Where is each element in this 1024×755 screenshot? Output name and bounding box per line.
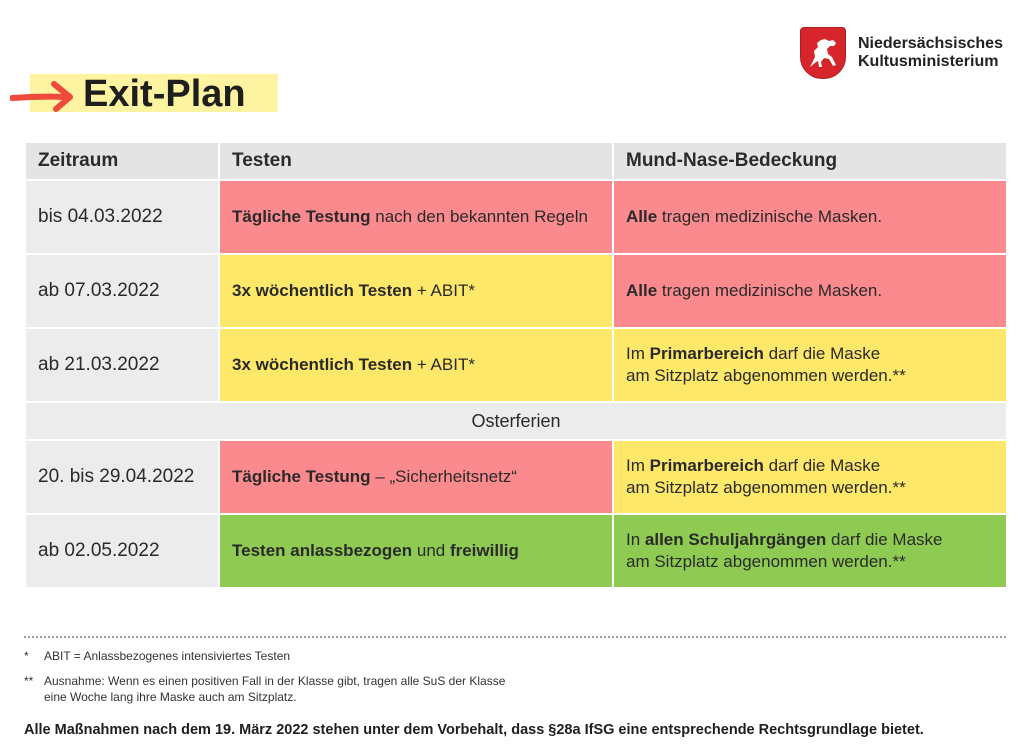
period-cell: bis 04.03.2022 [25, 180, 219, 254]
mask-line-1 [626, 529, 994, 551]
test-cell [219, 440, 613, 514]
cell-text: und [412, 541, 450, 560]
bold-text: freiwillig [449, 541, 519, 560]
test-cell [219, 514, 613, 588]
exit-plan-table [24, 141, 1008, 589]
footnote-abit [24, 648, 290, 664]
bold-text: Tägliche Testung [232, 207, 371, 226]
logo-line-1: Niedersächsisches [858, 35, 1003, 52]
period-cell: ab 21.03.2022 [25, 328, 219, 402]
bold-text: Primarbereich [649, 344, 764, 363]
footnote-text: ABIT = Anlassbezogenes intensiviertes Testen [44, 649, 291, 663]
table-header-row [25, 142, 1007, 180]
footnote-text: Ausnahme: Wenn es einen positiven Fall in der Klasse gibt, tragen alle SuS der Klasse [44, 674, 506, 688]
ministry-logo [800, 27, 1003, 79]
table-row [25, 254, 1007, 328]
footer-disclaimer: Alle Maßnahmen nach dem 19. März 2022 stehen unter dem Vorbehalt, dass §28a IfSG eine entsprechende Rechtsgrundlage bietet. [24, 722, 924, 738]
cell-text: darf die Maske [826, 530, 943, 549]
mask-line-1 [626, 455, 994, 477]
cell-text: – „Sicherheitsnetz“ [370, 467, 517, 486]
mask-line-2: am Sitzplatz abgenommen werden.** [626, 478, 906, 497]
bold-text: 3x wöchentlich Testen [232, 281, 413, 300]
mask-cell [613, 440, 1007, 514]
header-zeitraum: Zeitraum [25, 142, 219, 180]
bold-text: Testen anlassbezogen [232, 541, 413, 560]
table-row [25, 328, 1007, 402]
horse-shield-icon [800, 27, 846, 79]
period-cell: ab 07.03.2022 [25, 254, 219, 328]
logo-line-2: Kultusministerium [858, 53, 999, 70]
page-title: Exit-Plan [83, 73, 246, 115]
table-row [25, 180, 1007, 254]
bold-text: allen Schuljahrgängen [644, 530, 827, 549]
cell-text: Im [626, 344, 650, 363]
bold-text: Primarbereich [649, 456, 764, 475]
period-cell: 20. bis 29.04.2022 [25, 440, 219, 514]
cell-text: tragen medizinische Masken. [657, 281, 883, 300]
test-cell [219, 180, 613, 254]
cell-text: In [626, 530, 645, 549]
bold-text: Alle [626, 281, 658, 300]
cell-text: + ABIT* [412, 281, 475, 300]
mask-line-2: am Sitzplatz abgenommen werden.** [626, 552, 906, 571]
cell-text: + ABIT* [412, 355, 475, 374]
period-cell: ab 02.05.2022 [25, 514, 219, 588]
bold-text: Alle [626, 207, 658, 226]
bold-text: 3x wöchentlich Testen [232, 355, 413, 374]
test-cell [219, 328, 613, 402]
test-cell [219, 254, 613, 328]
header-testen: Testen [219, 142, 613, 180]
osterferien-label: Osterferien [25, 402, 1007, 440]
footnote-marker: * [24, 649, 29, 663]
footnote-text-line-2: eine Woche lang ihre Maske auch am Sitzplatz. [44, 690, 297, 704]
cell-text: darf die Maske [763, 344, 881, 363]
bold-text: Tägliche Testung [232, 467, 371, 486]
footnote-marker: ** [24, 674, 34, 688]
table-row [25, 514, 1007, 588]
mask-cell [613, 254, 1007, 328]
cell-text: darf die Maske [763, 456, 881, 475]
osterferien-row [25, 402, 1007, 440]
mask-cell [613, 180, 1007, 254]
mask-cell [613, 328, 1007, 402]
cell-text: tragen medizinische Masken. [657, 207, 883, 226]
header-mund-nase-bedeckung: Mund-Nase-Bedeckung [613, 142, 1007, 180]
mask-line-1 [626, 343, 994, 365]
mask-line-1 [626, 280, 994, 302]
mask-line-2: am Sitzplatz abgenommen werden.** [626, 366, 906, 385]
dotted-divider [24, 636, 1006, 638]
cell-text: Im [626, 456, 650, 475]
mask-line-1 [626, 206, 994, 228]
footnote-ausnahme [24, 673, 505, 705]
table-row [25, 440, 1007, 514]
arrow-right-icon [10, 78, 78, 114]
mask-cell [613, 514, 1007, 588]
cell-text: nach den bekannten Regeln [370, 207, 588, 226]
logo-text [858, 35, 1003, 71]
